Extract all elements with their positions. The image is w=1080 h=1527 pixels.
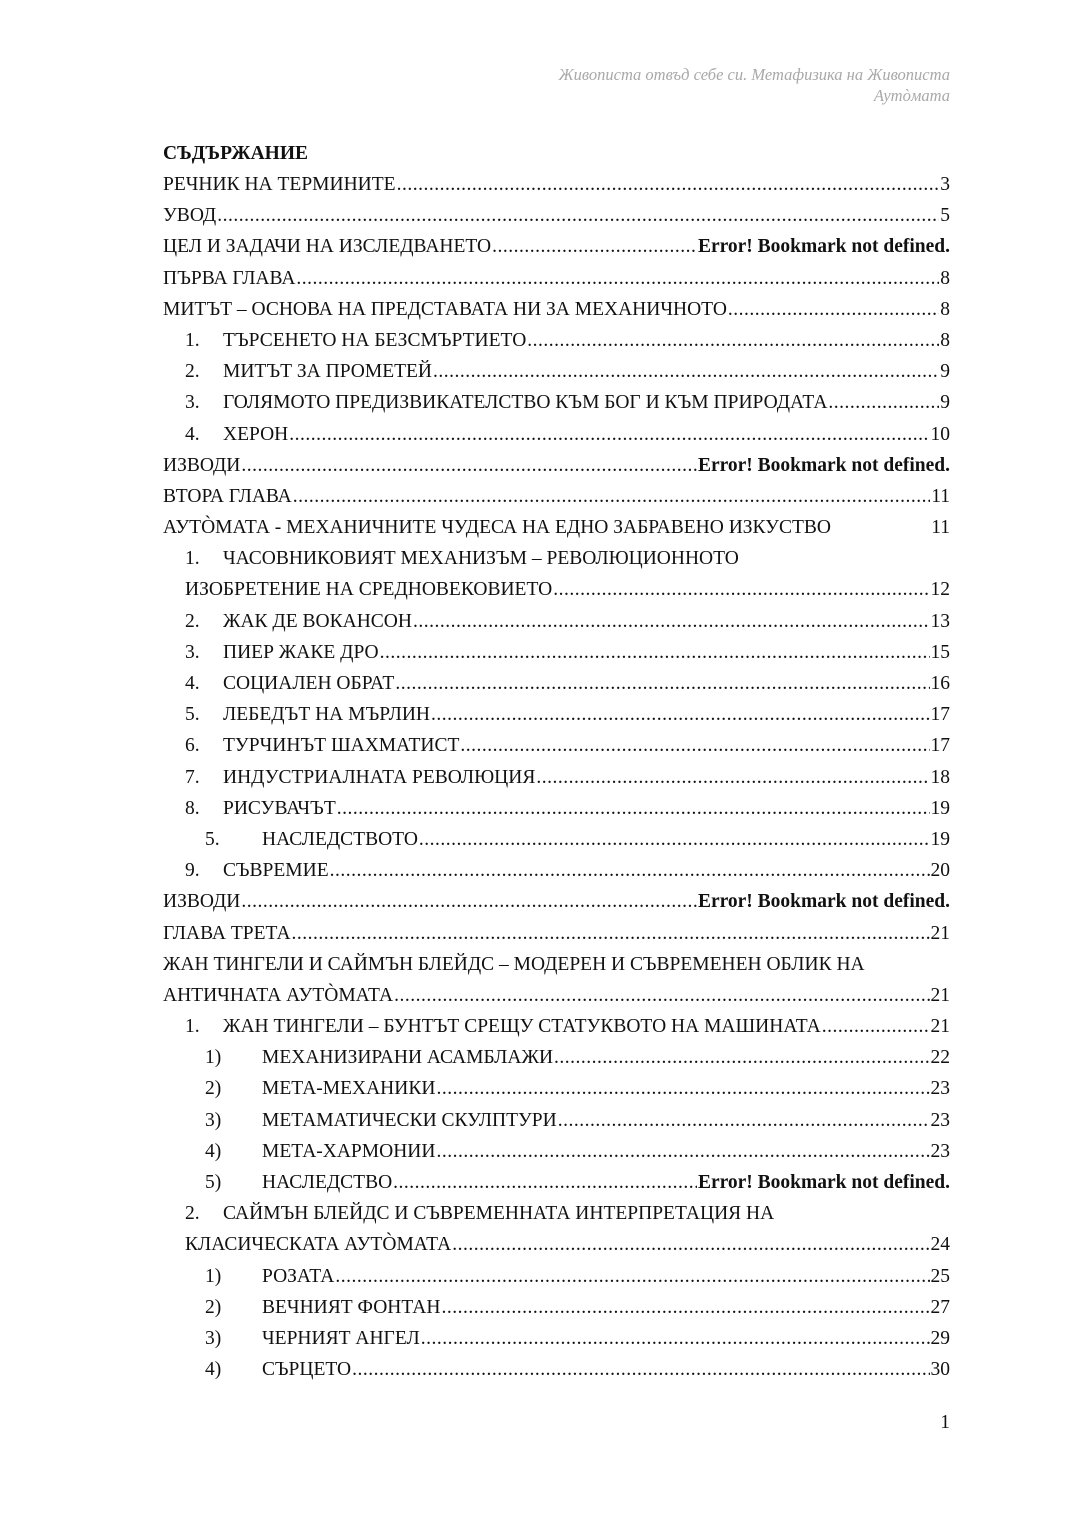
toc-entry[interactable] — [163, 1261, 950, 1292]
dot-leader — [352, 1354, 929, 1385]
dot-leader — [822, 1011, 930, 1042]
toc-entry-number: 4. — [185, 673, 200, 694]
toc-entry-text: МЕТА-МЕХАНИКИ — [262, 1078, 436, 1100]
toc-entry-continuation[interactable] — [163, 574, 950, 605]
toc-entry-number: 1. — [185, 329, 200, 351]
toc-entry-text: КЛАСИЧЕСКАТА АУТÒМАТА — [185, 1234, 452, 1256]
toc-entry[interactable] — [163, 481, 950, 512]
toc-entry[interactable] — [163, 949, 950, 980]
toc-entry[interactable] — [163, 450, 950, 481]
toc-entry[interactable] — [163, 169, 950, 200]
toc-entry-text: ПЪРВА ГЛАВА — [163, 267, 296, 289]
dot-leader — [433, 356, 939, 387]
toc-entry[interactable] — [163, 668, 950, 699]
toc-entry[interactable] — [163, 1011, 950, 1042]
page-number: 1 — [940, 1412, 950, 1433]
toc-entry-page: 24 — [930, 1234, 950, 1256]
toc-entry-text: МЕХАНИЗИРАНИ АСАМБЛАЖИ — [262, 1047, 554, 1069]
toc-entry-text: РОЗАТА — [262, 1265, 335, 1287]
toc-entry-continuation[interactable] — [163, 980, 950, 1011]
toc-entry[interactable] — [163, 824, 950, 855]
toc-entry-number: 2. — [185, 361, 200, 383]
toc-entry-page: 10 — [930, 423, 950, 445]
toc-entry[interactable] — [163, 325, 950, 356]
toc-title: СЪДЪРЖАНИЕ — [163, 143, 309, 164]
dot-leader — [452, 1229, 929, 1260]
dot-leader — [828, 387, 939, 418]
table-of-contents — [163, 138, 950, 1385]
dot-leader — [397, 169, 940, 200]
toc-entry-page: Error! Bookmark not defined. — [697, 236, 950, 258]
running-header — [559, 64, 950, 106]
toc-entry[interactable] — [163, 606, 950, 637]
dot-leader — [441, 1292, 929, 1323]
toc-entry-text: ЛЕБЕДЪТ НА МЪРЛИН — [223, 704, 431, 726]
dot-leader — [289, 419, 929, 450]
toc-entry[interactable] — [163, 1073, 950, 1104]
toc-entry[interactable] — [163, 1167, 950, 1198]
toc-entry-page: 8 — [940, 267, 950, 289]
dot-leader — [460, 730, 929, 761]
toc-entry-page: 16 — [930, 673, 950, 694]
dot-leader — [527, 325, 939, 356]
running-header-title: Живописта отвъд себе си. Метафизика на Живописта — [558, 65, 950, 84]
toc-entry-page: 25 — [930, 1265, 950, 1287]
toc-entry[interactable] — [163, 1042, 950, 1073]
toc-entry-page: 20 — [930, 860, 950, 882]
toc-entry[interactable] — [163, 637, 950, 668]
toc-entry-page: 11 — [931, 517, 950, 539]
toc-entry-text: МИТЪТ ЗА ПРОМЕТЕЙ — [223, 361, 433, 383]
toc-entry-number: 9. — [185, 860, 200, 882]
toc-entry-text: АУТÒМАТА - МЕХАНИЧНИТЕ ЧУДЕСА НА ЕДНО ЗАБРАВЕНО ИЗКУСТВО — [163, 517, 831, 539]
toc-entry[interactable] — [163, 1292, 950, 1323]
toc-entry[interactable] — [163, 356, 950, 387]
toc-entry[interactable] — [163, 419, 950, 450]
toc-entry-page: 21 — [930, 984, 950, 1006]
toc-entry-text: ЧЕРНИЯТ АНГЕЛ — [262, 1327, 420, 1349]
toc-entry-text: МЕТАМАТИЧЕСКИ СКУЛПТУРИ — [262, 1109, 557, 1131]
toc-entry[interactable] — [163, 200, 950, 231]
dot-leader — [395, 668, 929, 699]
toc-entry-text: ИНДУСТРИАЛНАТА РЕВОЛЮЦИЯ — [223, 766, 536, 788]
toc-entry-number: 3. — [185, 641, 200, 663]
toc-entry[interactable] — [163, 1198, 950, 1229]
dot-leader — [292, 918, 930, 949]
toc-entry-text: ГЛАВА ТРЕТА — [163, 922, 291, 944]
dot-leader — [436, 1136, 929, 1167]
toc-entry-page: 23 — [930, 1109, 950, 1131]
toc-entry-number: 1. — [185, 1016, 200, 1038]
dot-leader — [337, 793, 930, 824]
toc-entry-number: 4) — [205, 1140, 222, 1162]
toc-entry-continuation[interactable] — [163, 1229, 950, 1260]
toc-entry-number: 6. — [185, 735, 200, 757]
toc-entry[interactable] — [163, 294, 950, 325]
dot-leader — [241, 886, 697, 917]
toc-entry-number: 2) — [205, 1078, 222, 1100]
toc-entry-page: Error! Bookmark not defined. — [697, 1172, 950, 1193]
toc-entry[interactable] — [163, 543, 950, 574]
toc-entry-text: СОЦИАЛЕН ОБРАТ — [223, 673, 395, 694]
toc-entry[interactable] — [163, 918, 950, 949]
toc-entry-text: ИЗВОДИ — [163, 454, 241, 476]
dot-leader — [296, 263, 939, 294]
toc-entry-text: ПИЕР ЖАКЕ ДРО — [223, 641, 379, 663]
toc-entry-page: 17 — [930, 704, 950, 726]
toc-entry[interactable] — [163, 1354, 950, 1385]
toc-entry-text: ТЪРСЕНЕТО НА БЕЗСМЪРТИЕТО — [223, 329, 527, 351]
toc-entry-number: 5. — [205, 828, 220, 850]
toc-entry-number: 3) — [205, 1327, 222, 1349]
toc-entry-page: 5 — [940, 205, 950, 227]
toc-entry-text: НАСЛЕДСТВОТО — [262, 828, 418, 850]
toc-entry-text: ЖАН ТИНГЕЛИ – БУНТЪТ СРЕЩУ СТАТУКВОТО НА МАШИНАТА — [223, 1016, 821, 1038]
toc-entry[interactable] — [163, 699, 950, 730]
dot-leader — [330, 855, 930, 886]
toc-entry-text: ЖАН ТИНГЕЛИ И САЙМЪН БЛЕЙДС – МОДЕРЕН И СЪВРЕМЕНЕН ОБЛИК НА — [163, 953, 865, 975]
dot-leader — [293, 481, 930, 512]
toc-entry-number: 4) — [205, 1359, 222, 1381]
toc-entry-page: 27 — [930, 1296, 950, 1318]
toc-entry-number: 2) — [205, 1296, 222, 1318]
toc-entry-page: 11 — [931, 485, 950, 507]
toc-entry-text: СЪВРЕМИЕ — [223, 860, 329, 882]
toc-entry-page: 19 — [930, 797, 950, 819]
toc-entry[interactable] — [163, 512, 950, 543]
dot-leader — [436, 1073, 929, 1104]
toc-entry-page: 12 — [930, 579, 950, 601]
dot-leader — [553, 574, 929, 605]
toc-entry-page: 9 — [940, 361, 950, 383]
toc-entry-page: Error! Bookmark not defined. — [697, 454, 950, 476]
dot-leader — [380, 637, 930, 668]
toc-entry-number: 2. — [185, 1203, 200, 1225]
toc-entry-number: 2. — [185, 610, 200, 632]
toc-entry-text: АНТИЧНАТА АУТÒМАТА — [163, 984, 394, 1006]
dot-leader — [492, 231, 697, 262]
toc-entry-text: ЖАК ДЕ ВОКАНСОН — [223, 610, 412, 632]
dot-leader — [394, 980, 929, 1011]
dot-leader — [431, 699, 929, 730]
toc-entry-page: 19 — [930, 828, 950, 850]
dot-leader — [393, 1167, 697, 1198]
toc-entry-page: 3 — [940, 174, 950, 195]
toc-entry-text: САЙМЪН БЛЕЙДС И СЪВРЕМЕННАТА ИНТЕРПРЕТАЦИЯ НА — [223, 1203, 775, 1225]
toc-entry-number: 8. — [185, 797, 200, 819]
dot-leader — [536, 762, 929, 793]
toc-entry-text: ГОЛЯМОТО ПРЕДИЗВИКАТЕЛСТВО КЪМ БОГ И КЪМ ПРИРОДАТА — [223, 392, 828, 414]
toc-entry-text: ВТОРА ГЛАВА — [163, 485, 292, 507]
toc-entry-text: ИЗВОДИ — [163, 891, 241, 913]
dot-leader — [419, 824, 930, 855]
toc-entry-text: ХЕРОН — [223, 423, 289, 445]
toc-entry-text: СЪРЦЕТО — [262, 1359, 352, 1381]
toc-entry-page: 21 — [930, 922, 950, 944]
toc-entry-text: ВЕЧНИЯТ ФОНТАН — [262, 1296, 441, 1318]
toc-entry-page: 29 — [930, 1327, 950, 1349]
dot-leader — [728, 294, 939, 325]
toc-entry-text: МИТЪТ – ОСНОВА НА ПРЕДСТАВАТА НИ ЗА МЕХАНИЧНОТО — [163, 298, 727, 320]
toc-entry-number: 1) — [205, 1047, 222, 1069]
dot-leader — [217, 200, 939, 231]
toc-entry-text: РИСУВАЧЪТ — [223, 797, 336, 819]
dot-leader — [558, 1105, 930, 1136]
toc-entry-number: 5. — [185, 704, 200, 726]
toc-entry[interactable] — [163, 762, 950, 793]
toc-entry-number: 1. — [185, 548, 200, 570]
toc-entry[interactable] — [163, 730, 950, 761]
toc-entry-text: ТУРЧИНЪТ ШАХМАТИСТ — [223, 735, 460, 757]
toc-entry-page: 15 — [930, 641, 950, 663]
toc-entry[interactable] — [163, 886, 950, 917]
dot-leader — [421, 1323, 930, 1354]
dot-leader — [554, 1042, 929, 1073]
toc-entry-page: 9 — [940, 392, 950, 414]
toc-entry[interactable] — [163, 387, 950, 418]
toc-entry-page: 30 — [930, 1359, 950, 1381]
toc-entry[interactable] — [163, 793, 950, 824]
toc-entry[interactable] — [163, 231, 950, 262]
toc-entry[interactable] — [163, 263, 950, 294]
toc-entry-number: 3. — [185, 392, 200, 414]
toc-entry-page: 18 — [930, 766, 950, 788]
toc-entry-number: 5) — [205, 1172, 222, 1193]
toc-entry[interactable] — [163, 855, 950, 886]
toc-entry-number: 3) — [205, 1109, 222, 1131]
toc-entry-page: 8 — [940, 329, 950, 351]
toc-entry-text: УВОД — [163, 205, 217, 227]
toc-entry-page: 13 — [930, 610, 950, 632]
running-header-subtitle: Аутòмата — [873, 86, 950, 105]
toc-entry-page: Error! Bookmark not defined. — [697, 891, 950, 913]
toc-entry-text: МЕТА-ХАРМОНИИ — [262, 1140, 436, 1162]
toc-entry-text: ЧАСОВНИКОВИЯТ МЕХАНИЗЪМ – РЕВОЛЮЦИОННОТО — [223, 548, 739, 570]
toc-entry-text: ИЗОБРЕТЕНИЕ НА СРЕДНОВЕКОВИЕТО — [185, 579, 553, 601]
toc-entry-text: НАСЛЕДСТВО — [262, 1172, 393, 1193]
toc-entry-page: 23 — [930, 1140, 950, 1162]
toc-entry-text: РЕЧНИК НА ТЕРМИНИТЕ — [163, 174, 396, 195]
dot-leader — [335, 1261, 929, 1292]
toc-entry-number: 7. — [185, 766, 200, 788]
toc-entry-page: 21 — [930, 1016, 950, 1038]
toc-entry-number: 4. — [185, 423, 200, 445]
dot-leader — [241, 450, 697, 481]
toc-entry[interactable] — [163, 1323, 950, 1354]
toc-entry[interactable] — [163, 1136, 950, 1167]
toc-entry-number: 1) — [205, 1265, 222, 1287]
toc-entry-page: 23 — [930, 1078, 950, 1100]
toc-entry-page: 8 — [940, 298, 950, 320]
toc-entry-page: 22 — [930, 1047, 950, 1069]
toc-entry-page: 17 — [930, 735, 950, 757]
toc-entry-text: ЦЕЛ И ЗАДАЧИ НА ИЗСЛЕДВАНЕТО — [163, 236, 492, 258]
toc-entry[interactable] — [163, 1105, 950, 1136]
dot-leader — [413, 606, 930, 637]
